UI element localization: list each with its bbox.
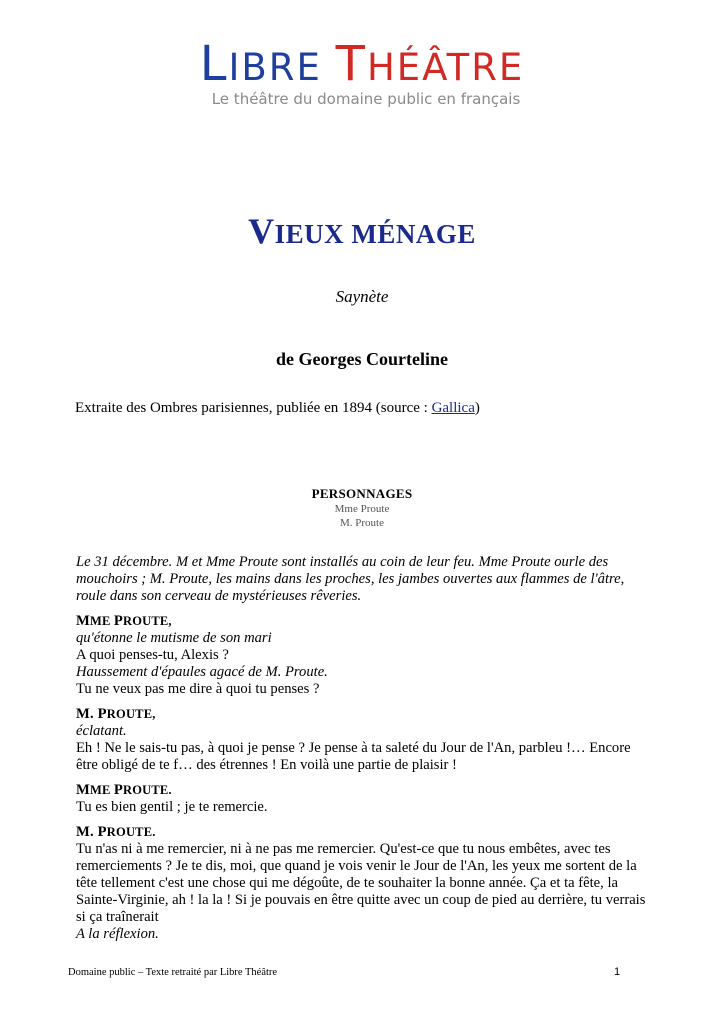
dialogue-line: Tu ne veux pas me dire à quoi tu penses ? — [76, 681, 320, 697]
logo-tagline: Le théâtre du domaine public en français — [211, 90, 521, 108]
play-title-rest: IEUX MÉNAGE — [274, 219, 476, 249]
dialogue-line: Tu n'as ni à me remercier, ni à ne pas me remercier. Qu'est-ce que tu nous embêtes, avec tes remerciements ? Je te dis, moi, que quand je vois venir le Jour de l'An, les yeux me sortent de la tête tellement c'est une chose qui me dégoûte, de te souhaiter la bonne année. Ça et ta fête, la Sainte-Virginie, ah ! la la ! Si je pouvais en être quitte avec un coup de pied au derrière, tu verrais si ça traînerait — [76, 841, 646, 925]
logo-theatre-initial: T — [335, 36, 367, 92]
dialogue-line: Eh ! Ne le sais-tu pas, à quoi je pense ? Je pense à ta saleté du Jour de l'An, parbleu !… Encore être obligé de te f… des étrennes ! En voilà une partie de plaisir ! — [76, 740, 631, 773]
characters-heading: PERSONNAGES — [311, 486, 413, 501]
gallica-link[interactable]: Gallica — [431, 400, 475, 416]
libre-theatre-logo — [0, 36, 724, 108]
stage-direction: A la réflexion. — [76, 926, 159, 942]
logo-theatre-rest: HÉÂTRE — [366, 46, 525, 89]
speaker-name: M. PROUTE. — [76, 824, 156, 840]
opening-stage-direction: Le 31 décembre. M et Mme Proute sont installés au coin de leur feu. Mme Proute ourle des mouchoirs ; M. Proute, les mains dans les proches, les jambes ouvertes aux flammes de l'âtre, roule dans son cerveau de mystérieuses rêveries. — [76, 554, 625, 604]
speaker-name: MME PROUTE, — [76, 613, 172, 629]
character-item: Mme Proute — [334, 503, 390, 515]
stage-direction: Haussement d'épaules agacé de M. Proute. — [76, 664, 328, 680]
characters-list — [0, 486, 724, 530]
play-title — [0, 210, 724, 252]
source-text-end: ) — [474, 400, 480, 416]
speaker-name: MME PROUTE. — [76, 782, 172, 798]
logo-libre-initial: L — [199, 36, 229, 92]
logo-libre-rest: IBRE — [228, 46, 322, 89]
play-author: de Georges Courteline — [276, 349, 448, 369]
source-text: Extraite des Ombres parisiennes, publiée en 1894 (source : — [75, 400, 432, 416]
stage-direction: qu'étonne le mutisme de son mari — [76, 630, 272, 646]
dialogue-line: A quoi penses-tu, Alexis ? — [76, 647, 229, 663]
stage-direction: éclatant. — [76, 723, 127, 739]
play-text — [76, 554, 656, 943]
dialogue-line: Tu es bien gentil ; je te remercie. — [76, 799, 268, 815]
character-item: M. Proute — [340, 517, 384, 529]
source-note — [75, 400, 480, 417]
page-footer: Domaine public – Texte retraité par Libre Théâtre — [68, 967, 278, 978]
page-number: 1 — [614, 966, 621, 978]
play-title-initial: V — [248, 211, 275, 251]
logo-wordmark — [0, 36, 724, 92]
play-subtitle: Saynète — [335, 287, 389, 306]
speaker-name: M. PROUTE, — [76, 706, 156, 722]
